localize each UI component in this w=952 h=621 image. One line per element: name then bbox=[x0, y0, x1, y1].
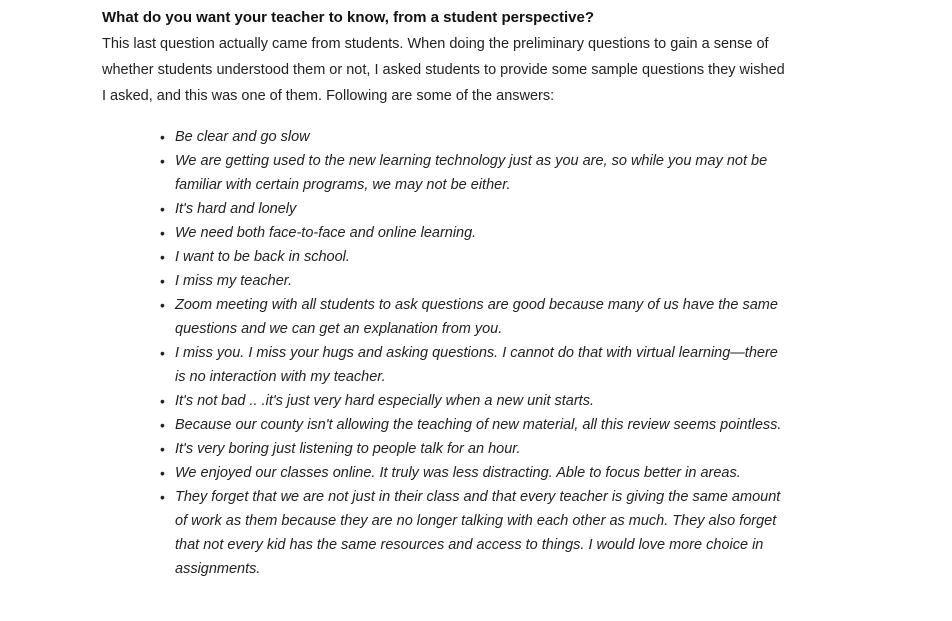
list-item bbox=[160, 389, 792, 413]
bullet-icon: • bbox=[160, 345, 165, 361]
list-item bbox=[160, 197, 792, 221]
bullet-icon: • bbox=[160, 393, 165, 409]
list-item bbox=[160, 413, 792, 437]
list-item-text: Zoom meeting with all students to ask questions are good because many of us have the same questions and we can get an explanation from you. bbox=[175, 297, 778, 337]
list-item-text: We need both face-to-face and online learning. bbox=[175, 225, 477, 241]
intro-paragraph: This last question actually came from students. When doing the preliminary questions to gain a sense of whether students understood them or not, I asked students to provide some sample questions they wished I asked, and this was one of them. Following are some of the answers: bbox=[102, 36, 785, 104]
list-item bbox=[160, 437, 792, 461]
bullet-icon: • bbox=[160, 489, 165, 505]
section-heading: What do you want your teacher to know, from a student perspective? bbox=[102, 9, 595, 26]
list-item-text: We enjoyed our classes online. It truly was less distracting. Able to focus better in areas. bbox=[175, 465, 741, 481]
list-item bbox=[160, 269, 792, 293]
list-item bbox=[160, 461, 792, 485]
list-item bbox=[160, 149, 792, 197]
list-item bbox=[160, 293, 792, 341]
list-item-text: I miss my teacher. bbox=[175, 273, 293, 289]
list-item-text: They forget that we are not just in their class and that every teacher is giving the same amount of work as them because they are no longer talking with each other as much. They also forget that not every kid has the same resources and access to things. I would love more choice in assignments. bbox=[175, 489, 781, 577]
bullet-icon: • bbox=[160, 273, 165, 289]
bullet-icon: • bbox=[160, 225, 165, 241]
bullet-icon: • bbox=[160, 441, 165, 457]
list-item bbox=[160, 221, 792, 245]
list-item-text: We are getting used to the new learning technology just as you are, so while you may not be familiar with certain programs, we may not be either. bbox=[175, 153, 768, 193]
bullet-icon: • bbox=[160, 129, 165, 145]
list-item-text: I miss you. I miss your hugs and asking questions. I cannot do that with virtual learning—there is no interaction with my teacher. bbox=[175, 345, 778, 385]
bullet-icon: • bbox=[160, 465, 165, 481]
bullet-icon: • bbox=[160, 153, 165, 169]
list-item bbox=[160, 125, 792, 149]
answers-list bbox=[102, 125, 792, 581]
list-item bbox=[160, 245, 792, 269]
bullet-icon: • bbox=[160, 249, 165, 265]
list-item bbox=[160, 341, 792, 389]
bullet-icon: • bbox=[160, 201, 165, 217]
list-item-text: Because our county isn't allowing the teaching of new material, all this review seems pointless. bbox=[175, 417, 782, 433]
list-item-text: I want to be back in school. bbox=[175, 249, 350, 265]
bullet-icon: • bbox=[160, 297, 165, 313]
list-item-text: It's hard and lonely bbox=[175, 201, 297, 217]
list-item-text: Be clear and go slow bbox=[175, 129, 310, 145]
list-item bbox=[160, 485, 792, 581]
list-item-text: It's very boring just listening to people talk for an hour. bbox=[175, 441, 521, 457]
bullet-icon: • bbox=[160, 417, 165, 433]
list-item-text: It's not bad .. .it's just very hard especially when a new unit starts. bbox=[175, 393, 594, 409]
article-content bbox=[102, 8, 792, 581]
